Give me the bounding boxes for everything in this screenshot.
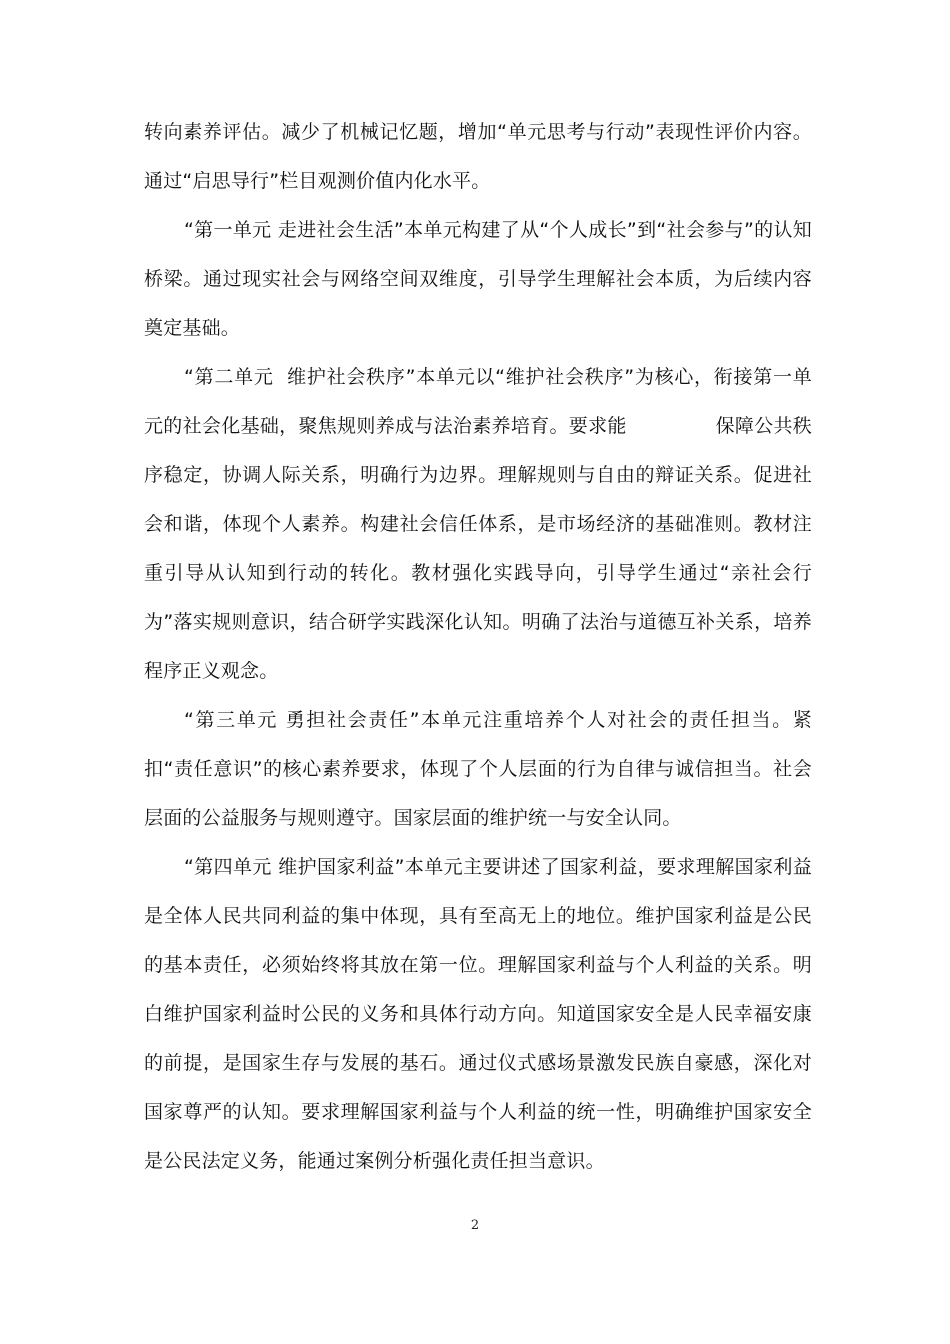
paragraph-unit-1: “第一单元 走进社会生活”本单元构建了从“个人成长”到“社会参与”的认知桥梁。通过现实社会与网络空间双维度，引导学生理解社会本质，为后续内容奠定基础。 (144, 219, 812, 339)
paragraph-unit-4: “第四单元 维护国家利益”本单元主要讲述了国家利益，要求理解国家利益是全体人民共同利益的集中体现，具有至高无上的地位。维护国家利益是公民的基本责任，必须始终将其放在第一位。理解国家利益与个人利益的关系。明白维护国家利益时公民的义务和具体行动方向。知道国家安全是人民幸福安康的前提，是国家生存与发展的基石。通过仪式感场景激发民族自豪感，深化对国家尊严的认知。要求理解国家利益与个人利益的统一性，明确维护国家安全是公民法定义务，能通过案例分析强化责任担当意识。 (144, 856, 812, 1172)
document-body (144, 108, 812, 1186)
paragraph-continuation: 转向素养评估。减少了机械记忆题，增加“单元思考与行动”表现性评价内容。通过“启思导行”栏目观测价值内化水平。 (144, 121, 812, 192)
paragraph-unit-2: “第二单元 维护社会秩序”本单元以“维护社会秩序”为核心，衔接第一单元的社会化基础，聚焦规则养成与法治素养培育。要求能 保障公共秩序稳定，协调人际关系，明确行为边界。理解规则与自由的辩证关系。促进社会和谐，体现个人素养。构建社会信任体系，是市场经济的基础准则。教材注重引导从认知到行动的转化。教材强化实践导向，引导学生通过“亲社会行为”落实规则意识，结合研学实践深化认知。明确了法治与道德互补关系，培养程序正义观念。 (144, 366, 812, 682)
paragraph-unit-3: “第三单元 勇担社会责任”本单元注重培养个人对社会的责任担当。紧扣“责任意识”的核心素养要求，体现了个人层面的行为自律与诚信担当。社会层面的公益服务与规则遵守。国家层面的维护统一与安全认同。 (144, 709, 812, 829)
page-number: 2 (470, 1218, 480, 1233)
